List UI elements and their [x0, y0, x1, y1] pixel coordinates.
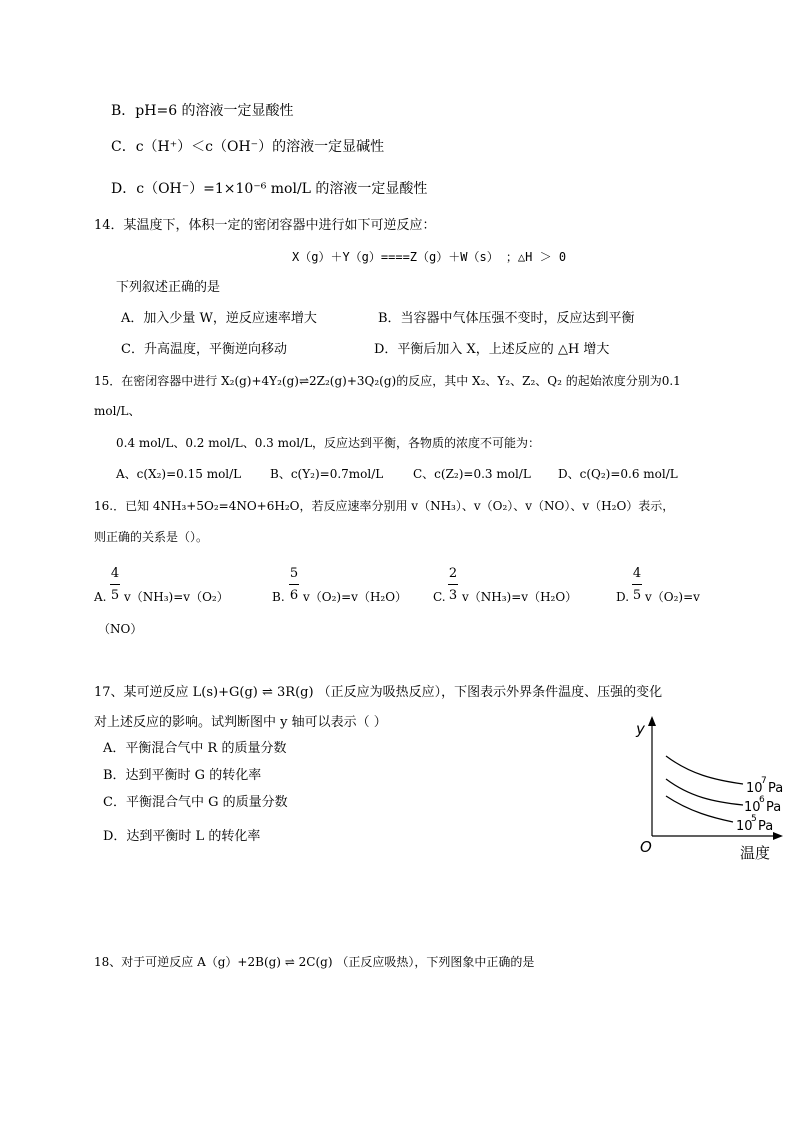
- q15-option-a: A、c(X₂)=0.15 mol/L: [116, 467, 242, 481]
- curve-10-6-pa: [666, 779, 743, 805]
- curve-label-10-7-pa: [746, 776, 783, 796]
- q16-option-a-numerator: 4: [110, 566, 120, 581]
- svg-text:Pa: Pa: [758, 819, 774, 834]
- curve-label-10-5-pa: [736, 814, 773, 834]
- q17-option-b: B．达到平衡时 G 的转化率: [103, 768, 262, 783]
- q16-stem-line1: 16.．已知 4NH₃+5O₂=4NO+6H₂O，若反应速率分别用 v（NH₃）、v（O₂）、v（NO）、v（H₂O）表示，: [94, 499, 675, 513]
- q15-stem-line2: mol/L、: [94, 404, 141, 418]
- q17-option-a: A．平衡混合气中 R 的质量分数: [103, 741, 287, 756]
- q18-stem: 18、对于可逆反应 A（g）+2B(g) ⇌ 2C(g) （正反应吸热），下列图象中正确的是: [94, 955, 535, 969]
- q17-pressure-temperature-graph: [628, 712, 794, 868]
- q16-option-c-denominator: 3: [448, 588, 458, 603]
- q16-option-c-text: v（NH₃)=v（H₂O）: [462, 590, 578, 604]
- q16-option-d-tail: （NO）: [98, 622, 143, 636]
- svg-text:5: 5: [751, 814, 757, 824]
- curve-10-5-pa: [666, 796, 733, 822]
- q13-option-d: D．c（OH⁻）=1×10⁻⁶ mol/L 的溶液一定显酸性: [111, 181, 428, 197]
- q15-option-b: B、c(Y₂)=0.7mol/L: [270, 467, 384, 481]
- q15-stem-line3: 0.4 mol/L、0.2 mol/L、0.3 mol/L，反应达到平衡，各物质的浓度不可能为：: [116, 436, 541, 450]
- svg-text:10: 10: [744, 800, 761, 815]
- q14-stem: 14．某温度下，体积一定的密闭容器中进行如下可逆反应：: [94, 218, 436, 233]
- q14-option-c: C．升高温度，平衡逆向移动: [121, 342, 287, 357]
- q16-option-b-fraction-bar: [289, 584, 299, 585]
- q16-option-c-fraction-bar: [448, 584, 458, 585]
- curve-10-7-pa: [666, 756, 743, 784]
- q16-option-d-numerator: 4: [632, 566, 642, 581]
- q14-prompt: 下列叙述正确的是: [116, 280, 221, 295]
- q16-option-b-text: v（O₂)=v（H₂O）: [303, 590, 408, 604]
- q14-option-a: A．加入少量 W，逆反应速率增大: [121, 311, 317, 326]
- q15-option-d: D、c(Q₂)=0.6 mol/L: [558, 467, 678, 481]
- q13-option-c: C．c（H⁺）＜c（OH⁻）的溶液一定显碱性: [111, 139, 385, 155]
- svg-text:Pa: Pa: [766, 800, 782, 815]
- graph-y-label: y: [636, 720, 645, 738]
- graph-x-axis-arrow: [773, 832, 783, 840]
- q16-stem-line2: 则正确的关系是（）。: [94, 530, 209, 544]
- q16-option-a-label: A.: [94, 590, 107, 604]
- q16-option-a-fraction-bar: [110, 584, 120, 585]
- svg-text:7: 7: [761, 776, 767, 786]
- curve-label-10-6-pa: [744, 795, 781, 815]
- svg-text:10: 10: [736, 819, 753, 834]
- q16-option-b-denominator: 6: [289, 588, 299, 603]
- q14-option-b: B．当容器中气体压强不变时，反应达到平衡: [378, 311, 635, 326]
- q17-option-d: D．达到平衡时 L 的转化率: [103, 829, 261, 844]
- q16-option-d-text: v（O₂)=v: [645, 590, 700, 604]
- svg-text:10: 10: [746, 781, 763, 796]
- q17-stem-line1: 17、某可逆反应 L(s)+G(g) ⇌ 3R(g) （正反应为吸热反应），下图表示外界条件温度、压强的变化: [94, 685, 663, 700]
- graph-x-label: 温度: [740, 844, 771, 862]
- q16-option-b-numerator: 5: [289, 566, 299, 581]
- q17-option-c: C．平衡混合气中 G 的质量分数: [103, 795, 288, 810]
- svg-text:Pa: Pa: [768, 781, 784, 796]
- q16-option-a-denominator: 5: [110, 588, 120, 603]
- graph-origin-label: O: [640, 838, 652, 856]
- q16-option-d-fraction-bar: [632, 584, 642, 585]
- q14-equation: X（g）＋Y（g）====Z（g）＋W（s） ；△H ＞ 0: [292, 250, 567, 264]
- graph-y-axis-arrow: [648, 716, 656, 726]
- q16-option-d-label: D.: [616, 590, 630, 604]
- q17-stem-line2: 对上述反应的影响。试判断图中 y 轴可以表示（ ）: [94, 715, 387, 730]
- q16-option-c-numerator: 2: [448, 566, 458, 581]
- q16-option-c-label: C.: [433, 590, 446, 604]
- q13-option-b: B．pH=6 的溶液一定显酸性: [111, 103, 294, 119]
- q15-option-c: C、c(Z₂)=0.3 mol/L: [413, 467, 531, 481]
- q15-stem-line1: 15．在密闭容器中进行 X₂(g)+4Y₂(g)⇌2Z₂(g)+3Q₂(g)的反应，其中 X₂、Y₂、Z₂、Q₂ 的起始浓度分别为0.1: [94, 374, 681, 388]
- q16-option-b-label: B.: [272, 590, 285, 604]
- svg-text:6: 6: [759, 795, 765, 805]
- q16-option-d-denominator: 5: [632, 588, 642, 603]
- q16-option-a-text: v（NH₃)=v（O₂）: [124, 590, 229, 604]
- q14-option-d: D．平衡后加入 X，上述反应的 △H 增大: [374, 342, 610, 357]
